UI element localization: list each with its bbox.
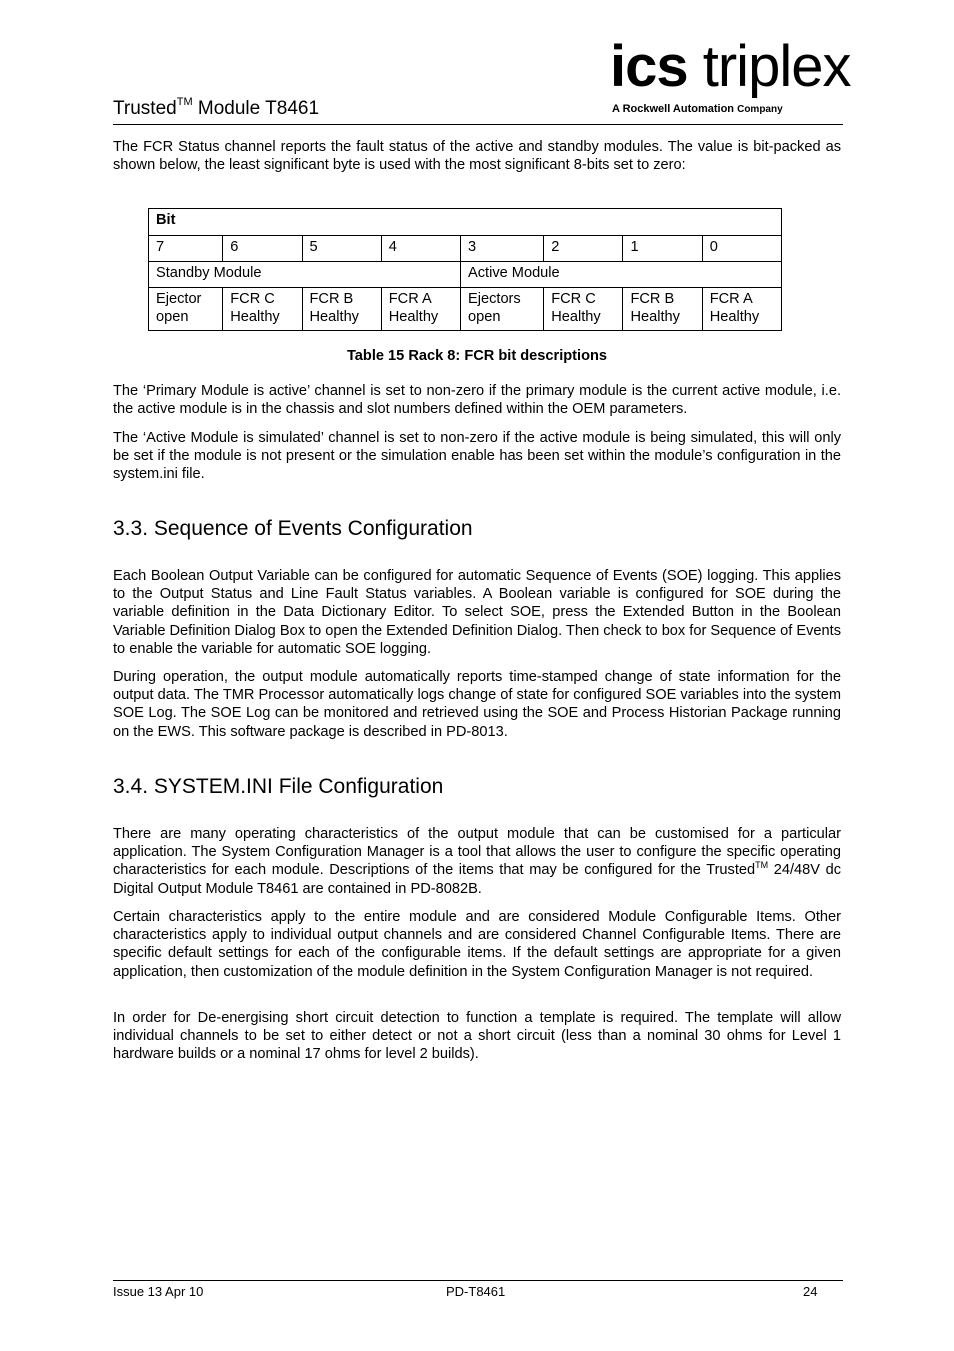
system-ini-paragraph-1: There are many operating characteristics of the output module that can be customised for a particular application. The System Configuration Manager is a tool that allows the user to configure the specific operating characteristics for each module. Descriptions of the items that may be configured for the Trusted™ 24/48V dc Digital Output Module T8461 are contained in PD-8082B. xyxy=(113,826,842,897)
bit-cell: 5 xyxy=(302,236,381,262)
ics-triplex-logo xyxy=(610,34,851,120)
desc-cell: FCR C Healthy xyxy=(544,288,623,331)
bit-cell: 3 xyxy=(461,236,544,262)
group-standby-module: Standby Module xyxy=(149,262,461,288)
system-ini-paragraph-2: Certain characteristics apply to the entire module and are considered Module Configurable Items. Other characteristics apply to individual output channels and are considered Channel Configurable Items. There are specific default settings for each of the configurable items. If the default settings are appropriate for a given application, then customization of the module definition in the System Configuration Manager is not required. xyxy=(113,909,841,980)
system-ini-paragraph-3: In order for De-energising short circuit detection to function a template is required. The template will allow individual channels to be set to either detect or not a short circuit (less than a nominal 30 ohms for Level 1 hardware builds or a nominal 17 ohms for level 2 builds). xyxy=(113,1010,841,1063)
bit-cell: 1 xyxy=(623,236,702,262)
logo-subtitle: A Rockwell Automation xyxy=(612,103,735,115)
intro-paragraph: The FCR Status channel reports the fault status of the active and standby modules. The value is bit-packed as shown below, the least significant byte is used with the most significant 8-bits set to zero: xyxy=(113,139,841,174)
section-heading-soe: 3.3. Sequence of Events Configuration xyxy=(113,517,473,540)
table-header-bit: Bit xyxy=(149,209,782,236)
primary-module-paragraph: The ‘Primary Module is active’ channel is set to non-zero if the primary module is the current active module, i.e. the active module is in the chassis and slot numbers defined within the OEM parameters. xyxy=(113,383,841,418)
logo-subtitle-company: Company xyxy=(737,104,783,115)
bit-cell: 4 xyxy=(381,236,460,262)
desc-cell: Ejectors open xyxy=(461,288,544,331)
desc-cell: FCR B Healthy xyxy=(302,288,381,331)
footer-doc-id: PD-T8461 xyxy=(446,1284,506,1299)
desc-cell: FCR B Healthy xyxy=(623,288,702,331)
table-row-descriptions xyxy=(149,288,782,331)
bit-cell: 7 xyxy=(149,236,223,262)
logo-bold-text: ics xyxy=(610,34,688,99)
page-header-title: Trusted™ Module T8461 xyxy=(113,95,320,119)
footer-page-number: 24 xyxy=(803,1284,818,1299)
fcr-bit-table xyxy=(148,208,782,331)
desc-cell: FCR A Healthy xyxy=(381,288,460,331)
bit-cell: 6 xyxy=(223,236,302,262)
header-divider xyxy=(113,124,843,125)
footer-divider xyxy=(113,1280,843,1281)
desc-cell: FCR A Healthy xyxy=(702,288,781,331)
soe-paragraph-1: Each Boolean Output Variable can be configured for automatic Sequence of Events (SOE) logging. This applies to the Output Status and Line Fault Status variables. A Boolean variable is configured for SOE during the variable definition in the Data Dictionary Editor. To select SOE, press the Extended Button in the Boolean Variable Definition Dialog Box to open the Extended Definition Dialog. Then check to box for Sequence of Events to enable the variable for automatic SOE logging. xyxy=(113,568,841,657)
group-active-module: Active Module xyxy=(461,262,782,288)
section-heading-system-ini: 3.4. SYSTEM.INI File Configuration xyxy=(113,775,444,798)
soe-paragraph-2: During operation, the output module automatically reports time-stamped change of state information for the output data. The TMR Processor automatically logs change of state for configured SOE variables into the system SOE Log. The SOE Log can be monitored and retrieved using the SOE and Process Historian Package running on the EWS. This software package is described in PD-8013. xyxy=(113,669,841,740)
desc-cell: FCR C Healthy xyxy=(223,288,302,331)
bit-cell: 2 xyxy=(544,236,623,262)
table-caption: Table 15 Rack 8: FCR bit descriptions xyxy=(346,348,608,364)
logo-light-text: triplex xyxy=(687,34,851,99)
desc-cell: Ejector open xyxy=(149,288,223,331)
table-row-groups xyxy=(149,262,782,288)
table-row-bits xyxy=(149,236,782,262)
bit-cell: 0 xyxy=(702,236,781,262)
footer-issue: Issue 13 Apr 10 xyxy=(113,1284,204,1299)
simulated-module-paragraph: The ‘Active Module is simulated’ channel is set to non-zero if the active module is being simulated, this will only be set if the module is not present or the simulation enable has been set within the module’s configuration in the system.ini file. xyxy=(113,430,841,483)
